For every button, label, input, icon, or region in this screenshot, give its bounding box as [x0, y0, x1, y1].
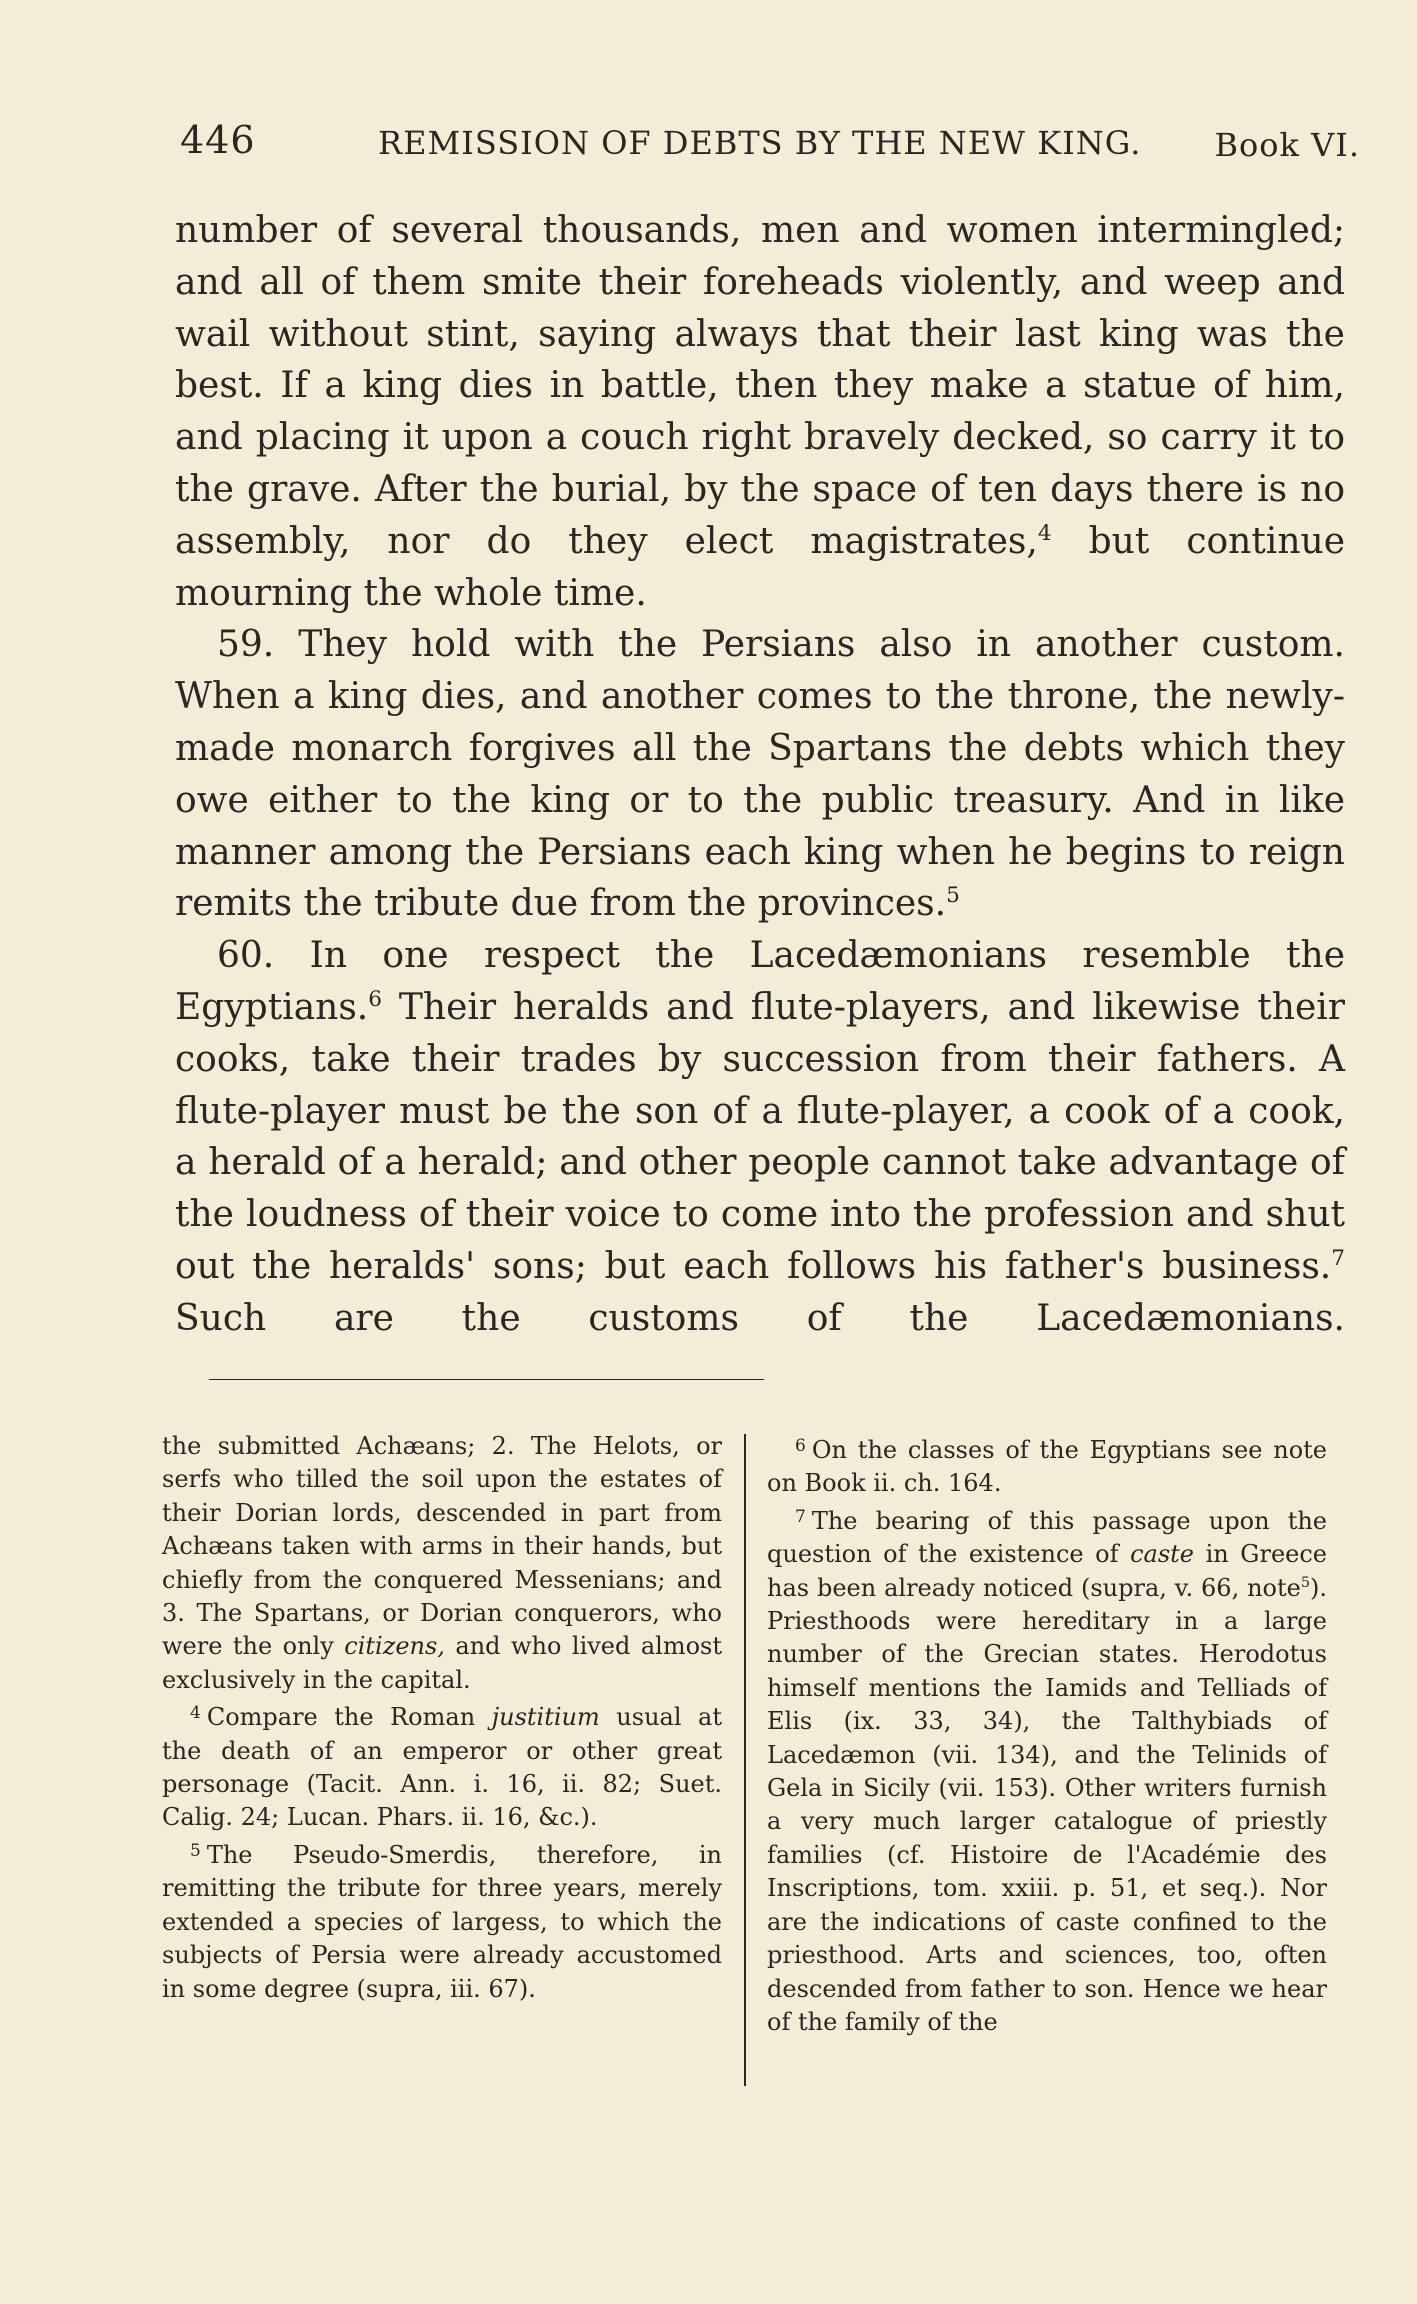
paragraph-59: 59. They hold with the Persians also in another custom. When a king dies, and another comes to the throne, the newly-made monarch forgives all the Spartans the debts which they owe either to the king or to the public treasury. And in like manner among the Persians each king when he begins to reign remits the tribute due from the provinces.$^5$	[175, 624, 1345, 925]
paragraph-58-continued: number of several thousands, men and women intermingled; and all of them smite their foreheads violently, and weep and wail without stint, saying always that their last king was the best. If a king dies in battle, then they make a statue of him, and placing it upon a couch right bravely decked, so carry it to the grave. After the burial, by the space of ten days there is no assembly, nor do they elect magistrates,$^4$ but continue mourning the whole time.	[175, 210, 1345, 614]
main-text	[175, 205, 1345, 1396]
footnote-7-inner-ref: 5	[1300, 1574, 1310, 1591]
footnotes-left-column	[162, 1430, 722, 2006]
paragraph-60: 60. In one respect the Lacedæmonians resemble the Egyptians.$^6$ Their heralds and flute-players, and likewise their cooks, take their trades by succession from their fathers. A flute-player must be the son of a flute-player, a cook of a cook, a herald of a herald; and other people cannot take advantage of the loudness of their voice to come into the profession and shut out the heralds' sons; but each follows his father's business.$^7$ Such are the customs of the Lacedæmonians.	[175, 930, 1345, 1396]
footnote-4-marker: 4	[190, 1703, 201, 1724]
footnote-continued: the submitted Achæans; 2. The Helots, or serfs who tilled the soil upon the estates of their Dorian lords, descended in part from Achæans taken with arms in their hands, but chiefly from the conquered Messenians; and 3. The Spartans, or Dorian conquerors, who were the only citizens, and who lived almost exclusively in the capital.	[162, 1432, 722, 1694]
page-number: 446	[180, 118, 256, 162]
footnote-ref-6: 6	[368, 986, 383, 1012]
footnote-4: $^4$ Compare the Roman justitium usual at the death of an emperor or other great personage (Tacit. Ann. i. 16, ii. 82; Suet. Calig. 24; Lucan. Phars. ii. 16, &c.).	[162, 1703, 722, 1832]
footnote-7: $^7$ The bearing of this passage upon the question of the existence of caste in Greece has been already noticed (supra, v. 66, note$^5$). Priesthoods were hereditary in a large number of the Grecian states. Herodotus himself mentions the Iamids and Telliads of Elis (ix. 33, 34), the Talthybiads of Lacedæmon (vii. 134), and the Telinids of Gela in Sicily (vii. 153). Other writers furnish a very much larger catalogue of priestly families (cf. Histoire de l'Académie des Inscriptions, tom. xxiii. p. 51, et seq.). Nor are the indications of caste confined to the priesthood. Arts and sciences, too, often descended from father to son. Hence we hear of the family of the	[767, 1506, 1327, 2036]
running-title: REMISSION OF DEBTS BY THE NEW KING.	[378, 124, 1142, 162]
footnotes	[162, 1430, 1337, 2090]
book-label: Book VI.	[1214, 126, 1360, 164]
footnote-ref-7: 7	[1331, 1245, 1345, 1271]
footnotes-right-column	[767, 1430, 1327, 2039]
footnote-ref-4: 4	[1037, 520, 1052, 546]
footnote-5: $^5$ The Pseudo-Smerdis, therefore, in remitting the tribute for three years, merely extended a species of largess, to which the subjects of Persia were already accustomed in some degree (supra, iii. 67).	[162, 1840, 722, 2003]
footnote-7-marker: 7	[795, 1506, 806, 1527]
footnote-6-marker: 6	[795, 1436, 806, 1456]
running-header	[180, 118, 1360, 168]
footnote-6: $^6$ On the classes of the Egyptians see note on Book ii. ch. 164.	[767, 1436, 1327, 1498]
footnote-ref-5: 5	[946, 883, 960, 909]
column-divider	[744, 1434, 746, 2086]
section-end-rule	[209, 1379, 764, 1380]
footnote-5-marker: 5	[190, 1840, 201, 1861]
